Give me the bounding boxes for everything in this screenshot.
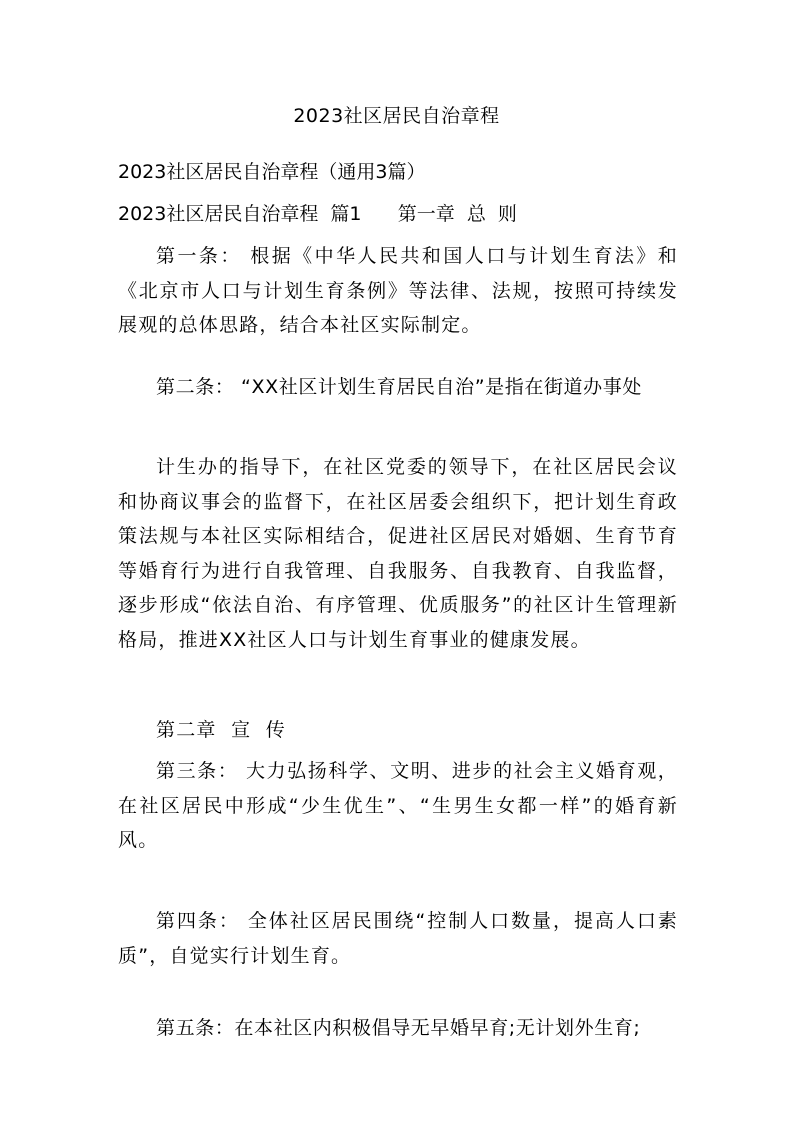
paragraph-article-3: 第三条： 大力弘扬科学、文明、进步的社会主义婚育观，在社区居民中形成“少生优生”、“生男生女都一样”的婚育新风。 [118, 760, 678, 851]
document-title: 2023社区居民自治章程 [293, 105, 500, 127]
paragraph-article-5: 第五条：在本社区内积极倡导无早婚早育;无计划外生育; [156, 1017, 641, 1039]
paragraph-article-2-continued: 计生办的指导下，在社区党委的领导下，在社区居民会议和协商议事会的监督下，在社区居委会组织下，把计划生育政策法规与本社区实际相结合，促进社区居民对婚姻、生育节育等婚育行为进行自我管理、自我服务、自我教育、自我监督，逐步形成“依法自治、有序管理、优质服务”的社区计生管理新格局，推进XX社区人口与计划生育事业的健康发展。 [118, 456, 678, 651]
paragraph-article-2: 第二条： “XX社区计划生育居民自治”是指在街道办事处 [156, 376, 642, 398]
paragraph-article-1: 第一条： 根据《中华人民共和国人口与计划生育法》和《北京市人口与计划生育条例》等法律、法规，按照可持续发展观的总体思路，结合本社区实际制定。 [118, 245, 678, 336]
document-subtitle: 2023社区居民自治章程（通用3篇） [118, 161, 426, 183]
section-heading: 2023社区居民自治章程 篇1 第一章 总 则 [118, 203, 517, 225]
chapter-2-heading: 第二章 宣 传 [156, 719, 286, 741]
paragraph-article-4: 第四条： 全体社区居民围绕“控制人口数量，提高人口素质”，自觉实行计划生育。 [118, 910, 678, 967]
